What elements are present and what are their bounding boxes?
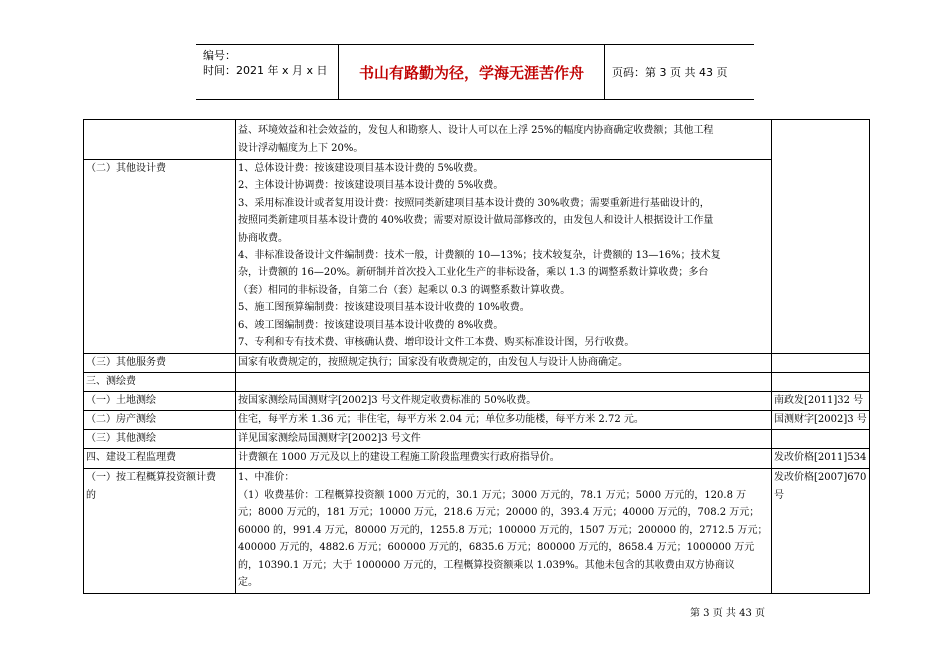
content-line: 益、环境效益和社会效益的，发包人和勘察人、设计人可以在上浮 25%的幅度内协商确定收费额；其他工程 (238, 125, 714, 136)
table-cell-content (236, 373, 772, 392)
content-line: 6、竣工图编制费：按该建设项目基本设计收费的 8%收费。 (238, 319, 504, 331)
content-line: 协商收费。 (238, 232, 288, 244)
table-cell-content: 按国家测绘局国测财字[2002]3 号文件规定收费标准的 50%收费。 (236, 392, 772, 411)
header-motto: 书山有路勤为径，学海无涯苦作舟 (338, 45, 605, 99)
table-cell-content: 详见国家测绘局国测财字[2002]3 号文件 (236, 430, 772, 449)
table-cell-item (84, 469, 236, 593)
header-meta (196, 45, 338, 99)
table-cell-doc: 发改价格[2011]534 (772, 449, 869, 469)
header-page-info: 页码：第 3 页 共 43 页 (612, 66, 728, 79)
content-line: 5、施工图预算编制费：按该建设项目基本设计收费的 10%收费。 (238, 302, 530, 314)
content-line: 杂，计费额的 16—20%。新研制并首次投入工业化生产的非标设备，乘以 1.3 的调整系数计算收费；多台 (238, 267, 709, 279)
table-cell-doc (772, 373, 869, 392)
table-cell-content (236, 120, 772, 160)
content-line: 1、总体设计费：按该建设项目基本设计费的 5%收费。 (238, 163, 484, 174)
table-cell-item: 三、测绘费 (84, 373, 236, 392)
item-line: 的 (86, 490, 96, 501)
table-cell-item: （一）土地测绘 (84, 392, 236, 411)
serial-label: 编号： (203, 49, 236, 62)
content-line: 元；8000 万元的，181 万元；10000 万元，218.6 万元；20000 的，393.4 万元；40000 万元的，708.2 万元； (238, 507, 760, 518)
date-label: 时间：2021 年 x 月 x 日 (203, 64, 328, 77)
table-cell-item: （二）其他设计费 (84, 160, 236, 354)
item-line: （一）按工程概算投资额计费 (86, 472, 216, 483)
table-cell-item: （三）其他服务费 (84, 354, 236, 373)
table-cell-content: 住宅，每平方米 1.36 元；非住宅，每平方米 2.04 元；单位多功能楼，每平方米 2.72 元。 (236, 411, 772, 430)
table-cell-doc: 发改价格[2007]670 号 (774, 472, 867, 501)
fee-table (83, 119, 870, 594)
table-cell-content: 国家有收费规定的，按照规定执行；国家没有收费规定的，由发包人与设计人协商确定。 (236, 354, 772, 373)
table-cell-content: 计费额在 1000 万元及以上的建设工程施工阶段监理费实行政府指导价。 (236, 449, 772, 469)
content-line: 的，10390.1 万元；大于 1000000 万元的，工程概算投资额乘以 1.039%。其他未包含的其收费由双方协商议 (238, 559, 735, 571)
page-header (196, 44, 754, 100)
page-footer: 第 3 页 共 43 页 (690, 608, 765, 619)
table-cell-item: （二）房产测绘 (84, 411, 236, 430)
content-line: 1、中准价： (238, 472, 295, 483)
table-cell-content (236, 160, 772, 354)
table-cell-doc: 国测财字[2002]3 号 (772, 411, 869, 430)
table-cell-doc (772, 354, 869, 373)
table-cell-doc (772, 120, 869, 354)
content-line: 60000 的，991.4 万元，80000 万元的，1255.8 万元；100000 万元的，1507 万元；200000 的，2712.5 万元； (238, 524, 768, 536)
table-cell-item (84, 120, 236, 160)
table-cell-doc (772, 430, 869, 449)
content-line: 设计浮动幅度为上下 20%。 (238, 143, 364, 154)
content-line: （套）相同的非标设备，自第二台（套）起乘以 0.3 的调整系数计算收费。 (238, 284, 571, 296)
content-line: 4、非标准设备设计文件编制费：技术一般，计费额的 10—13%；技术较复杂，计费额的 13—16%；技术复 (238, 250, 721, 262)
content-line: （1）收费基价：工程概算投资额 1000 万元的，30.1 万元；3000 万元的，78.1 万元；5000 万元的，120.8 万 (238, 489, 747, 501)
content-line: 400000 万元的，4882.6 万元；600000 万元的，6835.6 万元；800000 万元的，8658.4 万元；1000000 万元 (238, 542, 755, 553)
content-line: 定。 (238, 577, 258, 588)
content-line: 3、采用标准设计或者复用设计费：按照同类新建项目基本设计费的 30%收费；需要重新进行基础设计的， (238, 197, 710, 209)
content-line: 7、专利和专有技术费、审核确认费、增印设计文件工本费、购买标准设计图，另行收费。 (238, 337, 635, 349)
table-cell-content (236, 469, 772, 593)
table-cell-doc: 南政发[2011]32 号 (772, 392, 869, 411)
table-cell-item: （三）其他测绘 (84, 430, 236, 449)
table-cell-item: 四、建设工程监理费 (84, 449, 236, 469)
content-line: 按照同类新建项目基本设计费的 40%收费；需要对原设计做局部修改的，由发包人和设计人根据设计工作量 (238, 215, 714, 227)
content-line: 2、主体设计协调费：按该建设项目基本设计费的 5%收费。 (238, 180, 504, 192)
